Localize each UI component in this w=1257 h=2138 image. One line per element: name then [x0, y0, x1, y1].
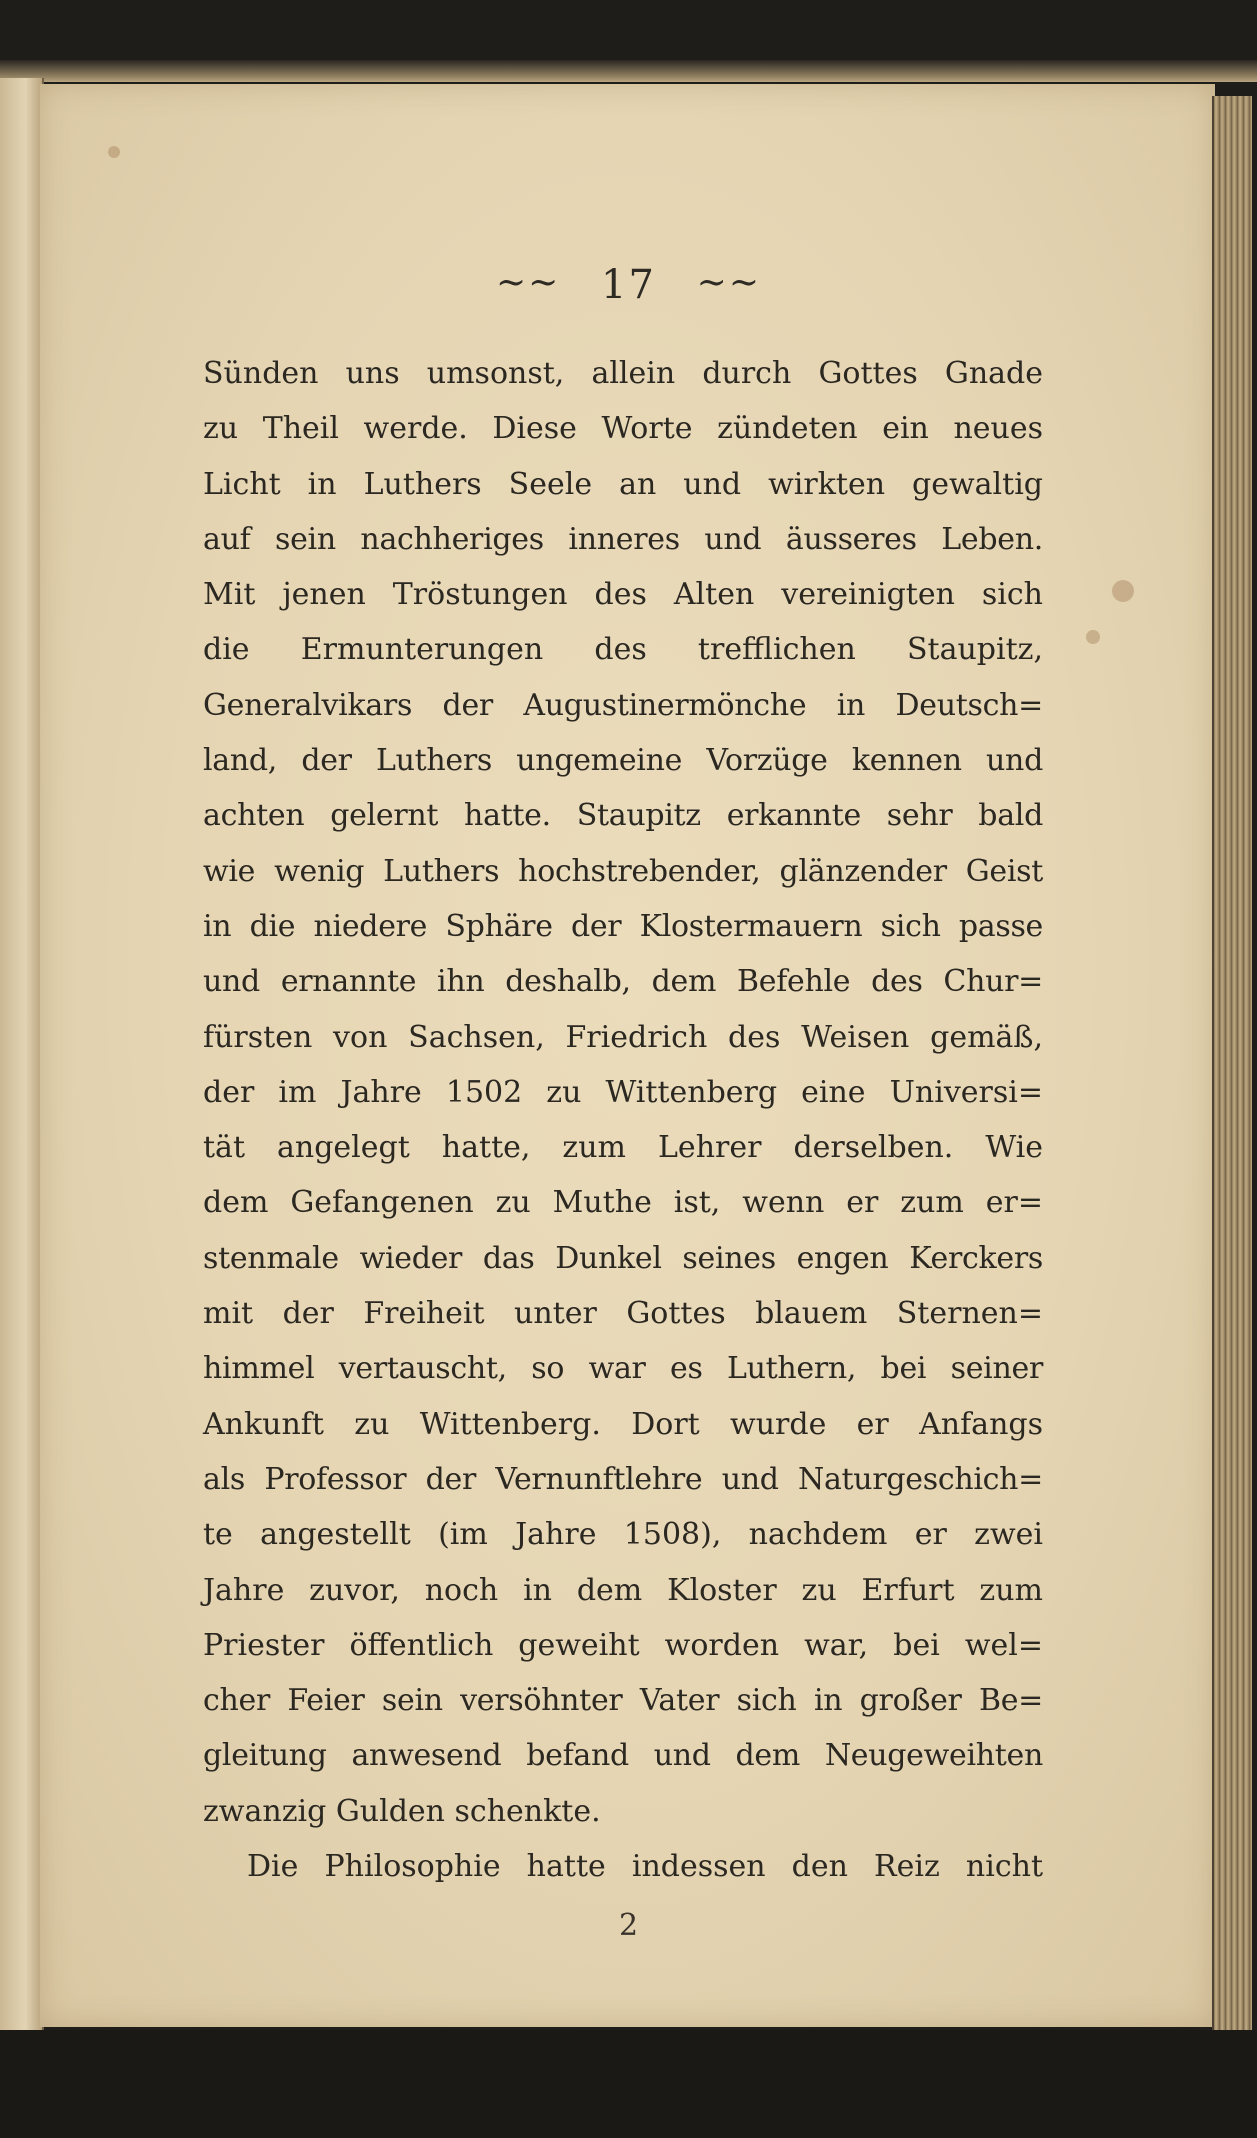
text-line: cher Feier sein versöhnter Vater sich in großer Be=	[203, 1683, 1043, 1719]
page-header	[0, 262, 1257, 308]
header-ornament-right: ~~	[696, 262, 761, 303]
text-line: achten gelernt hatte. Staupitz erkannte sehr bald	[203, 798, 1043, 834]
page-stack-edges	[1212, 96, 1252, 2041]
body-text	[203, 346, 1043, 1894]
text-line: in die niedere Sphäre der Klostermauern sich passe	[203, 908, 1043, 944]
header-ornament-left: ~~	[496, 262, 561, 303]
text-line: Ankunft zu Wittenberg. Dort wurde er Anfangs	[203, 1406, 1043, 1442]
text-line: als Professor der Vernunftlehre und Naturgeschich=	[203, 1461, 1043, 1497]
text-line: Mit jenen Tröstungen des Alten vereinigten sich	[203, 577, 1043, 613]
foxing-spot	[1112, 580, 1134, 602]
text-line: der im Jahre 1502 zu Wittenberg eine Universi=	[203, 1074, 1043, 1110]
text-line: mit der Freiheit unter Gottes blauem Sternen=	[203, 1296, 1043, 1332]
text-line: fürsten von Sachsen, Friedrich des Weisen gemäß,	[203, 1019, 1043, 1055]
text-line: tät angelegt hatte, zum Lehrer derselben. Wie	[203, 1130, 1043, 1166]
text-line: zwanzig Gulden schenkte.	[203, 1793, 601, 1829]
text-line: Sünden uns umsonst, allein durch Gottes Gnade	[203, 356, 1043, 391]
foxing-spot	[1086, 630, 1100, 644]
book-top-edge	[0, 60, 1257, 82]
text-line: stenmale wieder das Dunkel seines engen Kerckers	[203, 1240, 1043, 1276]
text-line: die Ermunterungen des trefflichen Staupitz,	[203, 632, 1043, 668]
text-line: auf sein nachheriges inneres und äusseres Leben.	[203, 521, 1043, 557]
text-line: gleitung anwesend befand und dem Neugeweihten	[203, 1738, 1043, 1774]
text-line: Licht in Luthers Seele an und wirkten gewaltig	[203, 466, 1043, 502]
text-line: Die Philosophie hatte indessen den Reiz nicht	[247, 1849, 1043, 1885]
book-bottom-edge	[0, 2030, 1257, 2138]
text-line: land, der Luthers ungemeine Vorzüge kennen und	[203, 743, 1043, 779]
left-page-edge	[0, 78, 44, 2033]
text-line: zu Theil werde. Diese Worte zündeten ein neues	[203, 411, 1043, 447]
text-line: Priester öffentlich geweiht worden war, bei wel=	[203, 1627, 1043, 1663]
foxing-spot	[108, 146, 120, 158]
text-line: und ernannte ihn deshalb, dem Befehle des Chur=	[203, 964, 1043, 1000]
text-line: Generalvikars der Augustinermönche in Deutsch=	[203, 687, 1043, 723]
text-line: Jahre zuvor, noch in dem Kloster zu Erfurt zum	[203, 1572, 1043, 1608]
text-line: wie wenig Luthers hochstrebender, glänzender Geist	[203, 853, 1043, 889]
text-line: himmel vertauscht, so war es Luthern, bei seiner	[203, 1351, 1043, 1387]
text-line: dem Gefangenen zu Muthe ist, wenn er zum er=	[203, 1185, 1043, 1221]
page-number: 17	[601, 262, 656, 308]
signature-mark: 2	[618, 1908, 639, 1943]
text-line: te angestellt (im Jahre 1508), nachdem er zwei	[203, 1517, 1043, 1553]
